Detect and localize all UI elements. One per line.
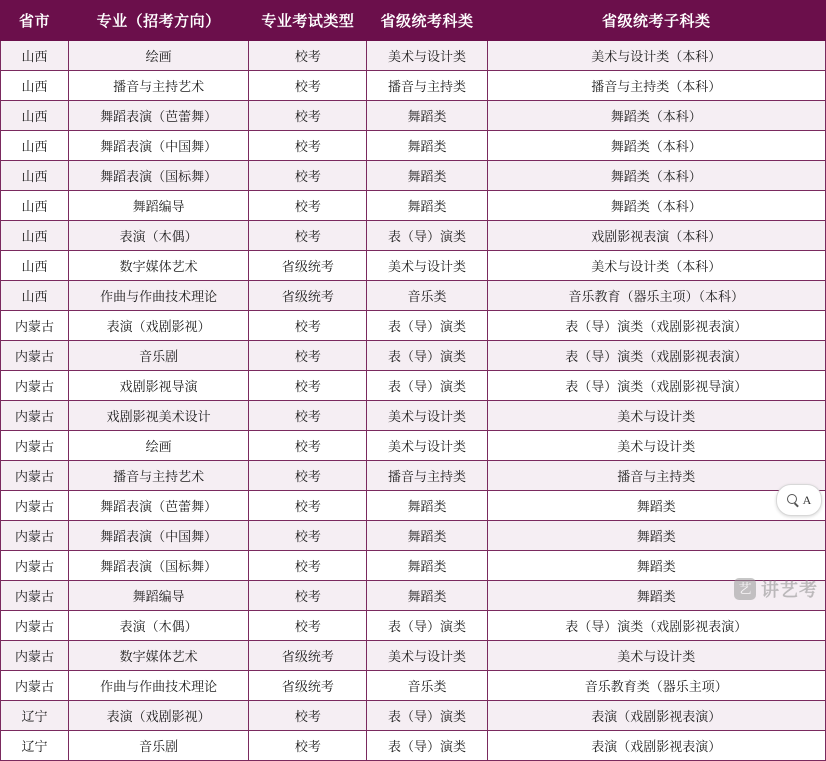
table-cell: 舞蹈类（本科）: [487, 161, 825, 191]
table-cell: 省级统考: [249, 281, 367, 311]
column-header-provincial-category: 省级统考科类: [367, 1, 487, 41]
table-cell: 校考: [249, 461, 367, 491]
table-cell: 舞蹈类: [367, 491, 487, 521]
table-row: [1, 461, 826, 491]
table-cell: 内蒙古: [1, 461, 69, 491]
table-cell: 美术与设计类（本科）: [487, 41, 825, 71]
table-cell: 播音与主持类: [367, 461, 487, 491]
table-cell: 播音与主持类（本科）: [487, 71, 825, 101]
search-widget[interactable]: [776, 484, 822, 516]
table-cell: 戏剧影视美术设计: [69, 401, 249, 431]
table-header: [1, 1, 826, 41]
table-row: [1, 341, 826, 371]
table-cell: 校考: [249, 191, 367, 221]
column-header-province: 省市: [1, 1, 69, 41]
table-cell: 舞蹈类（本科）: [487, 191, 825, 221]
table-cell: 音乐类: [367, 281, 487, 311]
table-row: [1, 71, 826, 101]
table-cell: 表演（木偶）: [69, 221, 249, 251]
table-cell: 舞蹈表演（中国舞）: [69, 131, 249, 161]
table-cell: 校考: [249, 341, 367, 371]
table-cell: 表（导）演类（戏剧影视表演）: [487, 341, 825, 371]
table-cell: 播音与主持艺术: [69, 71, 249, 101]
header-row: [1, 1, 826, 41]
table-row: [1, 431, 826, 461]
table-row: [1, 671, 826, 701]
table-cell: 播音与主持类: [367, 71, 487, 101]
table-cell: 表（导）演类: [367, 731, 487, 761]
table-cell: 播音与主持类: [487, 461, 825, 491]
table-row: [1, 641, 826, 671]
table-cell: 美术与设计类: [487, 401, 825, 431]
table-cell: 舞蹈类: [487, 581, 825, 611]
table-row: [1, 131, 826, 161]
table-cell: 校考: [249, 551, 367, 581]
table-cell: 美术与设计类: [367, 401, 487, 431]
table-cell: 舞蹈表演（国标舞）: [69, 161, 249, 191]
table-cell: 校考: [249, 521, 367, 551]
table-cell: 舞蹈类: [487, 551, 825, 581]
column-header-exam-type: 专业考试类型: [249, 1, 367, 41]
table-cell: 音乐教育类（器乐主项）: [487, 671, 825, 701]
table-cell: 内蒙古: [1, 431, 69, 461]
table-cell: 舞蹈类: [367, 521, 487, 551]
table-cell: 绘画: [69, 431, 249, 461]
table-cell: 表演（戏剧影视）: [69, 311, 249, 341]
table-cell: 美术与设计类: [367, 41, 487, 71]
table-cell: 山西: [1, 281, 69, 311]
table-cell: 舞蹈表演（芭蕾舞）: [69, 491, 249, 521]
table-cell: 舞蹈类: [367, 161, 487, 191]
table-cell: 省级统考: [249, 641, 367, 671]
table-cell: 省级统考: [249, 671, 367, 701]
table-cell: 校考: [249, 71, 367, 101]
table-cell: 美术与设计类: [367, 431, 487, 461]
table-row: [1, 371, 826, 401]
table-cell: 播音与主持艺术: [69, 461, 249, 491]
table-row: [1, 161, 826, 191]
table-row: [1, 311, 826, 341]
table-body: [1, 41, 826, 761]
table-cell: 山西: [1, 101, 69, 131]
table-cell: 校考: [249, 581, 367, 611]
table-cell: 校考: [249, 611, 367, 641]
column-header-major: 专业（招考方向）: [69, 1, 249, 41]
table-cell: 山西: [1, 191, 69, 221]
table-row: [1, 251, 826, 281]
table-cell: 校考: [249, 431, 367, 461]
table-cell: 山西: [1, 251, 69, 281]
table-cell: 表演（木偶）: [69, 611, 249, 641]
search-icon[interactable]: [787, 494, 800, 507]
table-cell: 内蒙古: [1, 551, 69, 581]
table-cell: 校考: [249, 221, 367, 251]
table-cell: 内蒙古: [1, 491, 69, 521]
table-cell: 表（导）演类（戏剧影视表演）: [487, 311, 825, 341]
table-cell: 音乐剧: [69, 341, 249, 371]
table-row: [1, 191, 826, 221]
table-cell: 内蒙古: [1, 371, 69, 401]
table-cell: 舞蹈类: [487, 491, 825, 521]
table-cell: 舞蹈编导: [69, 581, 249, 611]
table-row: [1, 101, 826, 131]
table-cell: 美术与设计类: [367, 251, 487, 281]
table-cell: 舞蹈类: [367, 101, 487, 131]
table-row: [1, 491, 826, 521]
table-cell: 校考: [249, 401, 367, 431]
table-row: [1, 701, 826, 731]
table-cell: 舞蹈表演（芭蕾舞）: [69, 101, 249, 131]
table-cell: 内蒙古: [1, 671, 69, 701]
table-cell: 美术与设计类: [487, 641, 825, 671]
table-cell: 音乐类: [367, 671, 487, 701]
table-cell: 内蒙古: [1, 311, 69, 341]
table-row: [1, 401, 826, 431]
table-cell: 省级统考: [249, 251, 367, 281]
table-cell: 内蒙古: [1, 581, 69, 611]
table-cell: 绘画: [69, 41, 249, 71]
table-cell: 表（导）演类: [367, 701, 487, 731]
table-cell: 作曲与作曲技术理论: [69, 671, 249, 701]
table-cell: 戏剧影视表演（本科）: [487, 221, 825, 251]
column-header-provincial-subcategory: 省级统考子科类: [487, 1, 825, 41]
table-cell: 表（导）演类: [367, 611, 487, 641]
table-cell: 山西: [1, 161, 69, 191]
table-cell: 校考: [249, 311, 367, 341]
table-cell: 内蒙古: [1, 521, 69, 551]
table-row: [1, 281, 826, 311]
table-cell: 美术与设计类（本科）: [487, 251, 825, 281]
table-row: [1, 731, 826, 761]
table-cell: 内蒙古: [1, 401, 69, 431]
table-cell: 校考: [249, 101, 367, 131]
table-cell: 舞蹈类（本科）: [487, 101, 825, 131]
search-widget-letter: A: [802, 492, 812, 507]
table-cell: 舞蹈类: [367, 191, 487, 221]
table-cell: 辽宁: [1, 701, 69, 731]
table-cell: 音乐教育（器乐主项）（本科）: [487, 281, 825, 311]
table-row: [1, 221, 826, 251]
table-cell: 表（导）演类: [367, 311, 487, 341]
table-cell: 舞蹈类（本科）: [487, 131, 825, 161]
table-cell: 舞蹈类: [367, 551, 487, 581]
table-row: [1, 551, 826, 581]
table-cell: 校考: [249, 371, 367, 401]
table-cell: 内蒙古: [1, 641, 69, 671]
table-cell: 表（导）演类: [367, 221, 487, 251]
table-cell: 辽宁: [1, 731, 69, 761]
table-cell: 舞蹈表演（中国舞）: [69, 521, 249, 551]
watermark-logo-icon: 艺: [734, 578, 756, 600]
table-cell: 表（导）演类（戏剧影视表演）: [487, 611, 825, 641]
table-cell: 内蒙古: [1, 341, 69, 371]
table-cell: 美术与设计类: [487, 431, 825, 461]
table-cell: 舞蹈编导: [69, 191, 249, 221]
table-cell: 舞蹈类: [367, 131, 487, 161]
table-cell: 校考: [249, 161, 367, 191]
table-cell: 表（导）演类（戏剧影视导演）: [487, 371, 825, 401]
table-cell: 校考: [249, 41, 367, 71]
table-cell: 表演（戏剧影视表演）: [487, 701, 825, 731]
table-cell: 山西: [1, 71, 69, 101]
table-cell: 舞蹈类: [487, 521, 825, 551]
table-cell: 戏剧影视导演: [69, 371, 249, 401]
table-cell: 山西: [1, 131, 69, 161]
table-row: [1, 611, 826, 641]
table-cell: 音乐剧: [69, 731, 249, 761]
watermark-text: 讲艺考: [761, 580, 818, 600]
table-cell: 舞蹈类: [367, 581, 487, 611]
table-cell: 美术与设计类: [367, 641, 487, 671]
table-cell: 数字媒体艺术: [69, 251, 249, 281]
table-cell: 校考: [249, 131, 367, 161]
table-cell: 舞蹈表演（国标舞）: [69, 551, 249, 581]
table-row: [1, 521, 826, 551]
table-cell: 校考: [249, 731, 367, 761]
table-cell: 校考: [249, 491, 367, 521]
table-cell: 山西: [1, 41, 69, 71]
table-cell: 山西: [1, 221, 69, 251]
table-cell: 表演（戏剧影视表演）: [487, 731, 825, 761]
table-cell: 数字媒体艺术: [69, 641, 249, 671]
table-row: [1, 41, 826, 71]
table-cell: 作曲与作曲技术理论: [69, 281, 249, 311]
table-cell: 校考: [249, 701, 367, 731]
table-row: [1, 581, 826, 611]
table-cell: 表（导）演类: [367, 341, 487, 371]
table-cell: 表演（戏剧影视）: [69, 701, 249, 731]
table-cell: 表（导）演类: [367, 371, 487, 401]
table-cell: 内蒙古: [1, 611, 69, 641]
